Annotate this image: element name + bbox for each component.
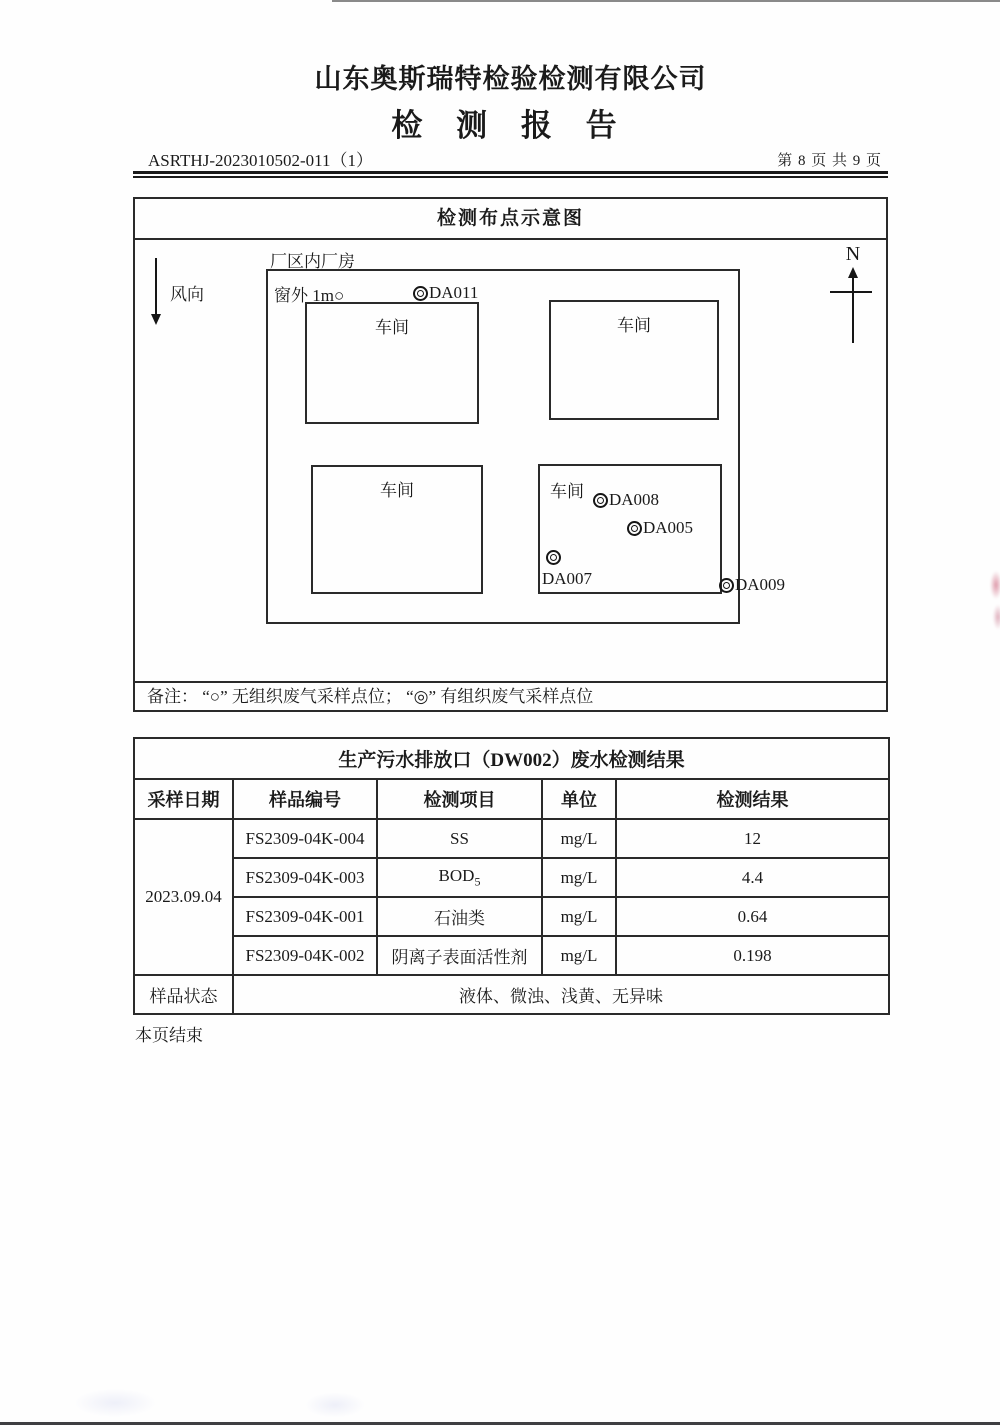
- sample-id-cell: FS2309-04K-001: [233, 897, 377, 936]
- item-cell: 阴离子表面活性剂: [377, 936, 542, 975]
- diagram-title: 检测布点示意图: [135, 199, 886, 240]
- table-row: [134, 819, 889, 858]
- col-header-item: 检测项目: [377, 779, 542, 819]
- diagram-canvas: [135, 240, 886, 681]
- col-header-unit: 单位: [542, 779, 616, 819]
- workshop-box-top-right: [549, 300, 719, 420]
- point-label-da005: DA005: [643, 518, 694, 537]
- table-title: 生产污水排放口（DW002）废水检测结果: [134, 738, 889, 779]
- table-header-row: [134, 779, 889, 819]
- scan-artifact-top-line: [332, 0, 1000, 2]
- diagram-note: 备注： “○” 无组织废气采样点位； “◎” 有组织废气采样点位: [135, 681, 886, 710]
- header-meta-row: [133, 146, 888, 170]
- window-point-label: 窗外 1m○: [274, 286, 345, 305]
- workshop-label: 车间: [550, 482, 584, 501]
- item-cell: SS: [377, 819, 542, 858]
- item-text: BOD: [438, 865, 475, 885]
- page-number: 第 8 页 共 9 页: [777, 153, 882, 169]
- workshop-box-bottom-left: [311, 465, 483, 594]
- table-row: [134, 858, 889, 897]
- header-divider: [133, 171, 888, 178]
- factory-label: 厂区内厂房: [270, 252, 355, 271]
- sampling-point-da005: [627, 518, 693, 538]
- workshop-box-top-left: [305, 302, 479, 424]
- sample-id-cell: FS2309-04K-002: [233, 936, 377, 975]
- item-cell: [377, 858, 542, 897]
- unit-cell: mg/L: [542, 936, 616, 975]
- report-title: 检 测 报 告: [391, 108, 630, 143]
- wind-direction-arrow-icon: [155, 258, 157, 314]
- report-number: ASRTHJ-2023010502-011（1）: [148, 151, 374, 170]
- organized-point-icon: [413, 286, 428, 301]
- point-label-da008: DA008: [609, 490, 660, 509]
- sampling-point-da008: [593, 490, 659, 510]
- red-stamp-edge-mark: [988, 566, 1000, 604]
- sampling-date-cell: 2023.09.04: [134, 819, 233, 975]
- scan-artifact-smudge: [295, 1388, 375, 1422]
- table-row: [134, 936, 889, 975]
- result-cell: 0.198: [616, 936, 889, 975]
- point-label-da009: DA009: [735, 575, 786, 594]
- workshop-label: 车间: [617, 316, 651, 335]
- sampling-point-da011: [413, 283, 478, 303]
- organized-point-icon: [593, 493, 608, 508]
- wastewater-results-table: [133, 737, 890, 1015]
- page-end-text: 本页结束: [135, 1026, 203, 1045]
- unit-cell: mg/L: [542, 858, 616, 897]
- sample-id-cell: FS2309-04K-003: [233, 858, 377, 897]
- col-header-sampling-date: 采样日期: [134, 779, 233, 819]
- unit-cell: mg/L: [542, 819, 616, 858]
- table-row: [134, 897, 889, 936]
- status-label-cell: 样品状态: [134, 975, 233, 1014]
- sampling-layout-section: [133, 197, 888, 712]
- sampling-point-da009: [719, 575, 785, 595]
- col-header-result: 检测结果: [616, 779, 889, 819]
- scan-artifact-smudge: [60, 1384, 170, 1422]
- red-stamp-edge-mark: [991, 600, 1000, 634]
- table-title-row: [134, 738, 889, 779]
- point-label-da007: DA007: [542, 569, 593, 588]
- scan-artifact-bottom-line: [0, 1422, 1000, 1425]
- workshop-label: 车间: [375, 318, 409, 337]
- col-header-sample-id: 样品编号: [233, 779, 377, 819]
- sample-id-cell: FS2309-04K-004: [233, 819, 377, 858]
- point-label-da011: DA011: [429, 283, 479, 302]
- item-cell: 石油类: [377, 897, 542, 936]
- wind-direction-label: 风向: [170, 285, 204, 304]
- organized-point-icon: [627, 521, 642, 536]
- workshop-label: 车间: [380, 481, 414, 500]
- compass-crossbar-icon: [830, 291, 872, 293]
- status-value-cell: 液体、微浊、浅黄、无异味: [233, 975, 889, 1014]
- item-subscript: 5: [474, 874, 481, 889]
- result-cell: 4.4: [616, 858, 889, 897]
- company-name: 山东奥斯瑞特检验检测有限公司: [314, 64, 707, 94]
- compass-north-label: N: [845, 243, 861, 265]
- result-cell: 12: [616, 819, 889, 858]
- organized-point-icon: [719, 578, 734, 593]
- sample-status-row: [134, 975, 889, 1014]
- unit-cell: mg/L: [542, 897, 616, 936]
- organized-point-icon: [546, 550, 561, 565]
- compass-arrow-icon: [852, 278, 854, 343]
- result-cell: 0.64: [616, 897, 889, 936]
